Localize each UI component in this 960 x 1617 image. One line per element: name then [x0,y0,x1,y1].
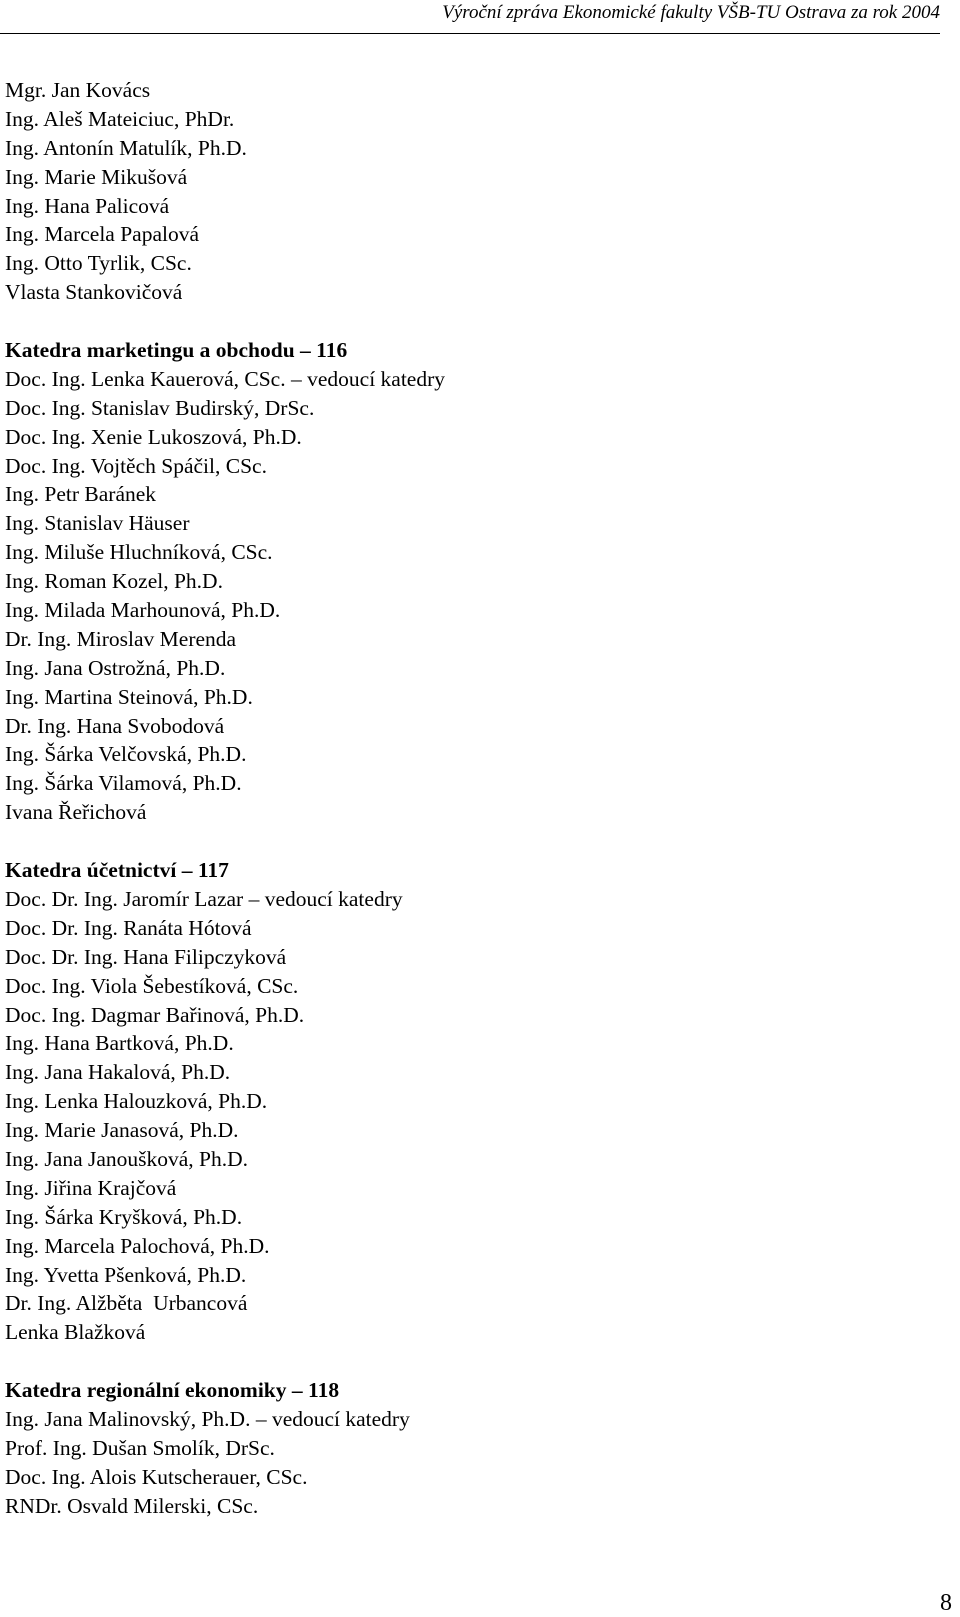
staff-member: Ing. Miluše Hluchníková, CSc. [5,540,273,565]
section-heading: Katedra regionální ekonomiky – 118 [5,1378,340,1403]
staff-member: Doc. Ing. Xenie Lukoszová, Ph.D. [5,424,302,449]
staff-member: Ivana Řeřichová [5,800,147,825]
staff-member: Ing. Milada Marhounová, Ph.D. [5,598,281,623]
staff-member: Ing. Šárka Kryšková, Ph.D. [5,1204,243,1229]
section-spacer [5,1347,905,1376]
staff-member: Ing. Hana Palicová [5,193,170,218]
header-rule [0,33,940,34]
staff-member: Doc. Ing. Lenka Kauerová, CSc. – vedoucí katedry [5,366,446,391]
staff-member: Ing. Roman Kozel, Ph.D. [5,569,223,594]
staff-member: Ing. Otto Tyrlik, CSc. [5,251,192,276]
staff-member: Ing. Stanislav Häuser [5,511,190,536]
section-heading: Katedra účetnictví – 117 [5,858,229,883]
staff-member: Ing. Marie Janasová, Ph.D. [5,1118,239,1143]
staff-member: Ing. Hana Bartková, Ph.D. [5,1031,234,1056]
staff-member: Doc. Ing. Viola Šebestíková, CSc. [5,973,299,998]
staff-member: Ing. Marcela Palochová, Ph.D. [5,1233,270,1258]
staff-member: Ing. Yvetta Pšenková, Ph.D. [5,1262,247,1287]
staff-member: Dr. Ing. Alžběta Urbancová [5,1291,248,1316]
section-regional-economics [5,1376,905,1520]
staff-member: Ing. Jana Ostrožná, Ph.D. [5,655,226,680]
staff-member: Ing. Petr Baránek [5,482,157,507]
section-accounting [5,856,905,1347]
document-body [5,76,905,1521]
staff-member: Doc. Ing. Vojtěch Spáčil, CSc. [5,453,267,478]
staff-member: Mgr. Jan Kovács [5,78,151,102]
staff-member: Dr. Ing. Hana Svobodová [5,713,225,738]
running-header: Výroční zpráva Ekonomické fakulty VŠB-TU Ostrava za rok 2004 [442,2,940,23]
staff-member: Ing. Marie Mikušová [5,164,188,189]
staff-member: Prof. Ing. Dušan Smolík, DrSc. [5,1435,275,1460]
page-number: 8 [940,1590,952,1616]
staff-member: Ing. Marcela Papalová [5,222,200,247]
staff-member: Doc. Dr. Ing. Jaromír Lazar – vedoucí katedry [5,886,403,911]
intro-staff-list [5,76,905,307]
staff-member: Ing. Jana Hakalová, Ph.D. [5,1060,231,1085]
staff-member: Ing. Antonín Matulík, Ph.D. [5,135,247,160]
staff-member: Ing. Jiřina Krajčová [5,1175,177,1200]
staff-member: Doc. Dr. Ing. Ranáta Hótová [5,915,252,940]
staff-member: Doc. Ing. Alois Kutscherauer, CSc. [5,1464,308,1489]
staff-member: Lenka Blažková [5,1320,146,1345]
staff-member: Ing. Šárka Velčovská, Ph.D. [5,742,247,767]
staff-member: Vlasta Stankovičová [5,280,183,305]
staff-member: Ing. Šárka Vilamová, Ph.D. [5,771,242,796]
section-heading: Katedra marketingu a obchodu – 116 [5,338,348,363]
staff-member: Doc. Dr. Ing. Hana Filipczyková [5,944,287,969]
section-spacer [5,307,905,336]
section-marketing [5,336,905,827]
staff-member: Ing. Aleš Mateiciuc, PhDr. [5,106,235,131]
staff-member: Ing. Lenka Halouzková, Ph.D. [5,1089,268,1114]
staff-member: Doc. Ing. Stanislav Budirský, DrSc. [5,395,315,420]
staff-member: Ing. Jana Malinovský, Ph.D. – vedoucí katedry [5,1406,410,1431]
staff-member: Doc. Ing. Dagmar Bařinová, Ph.D. [5,1002,305,1027]
staff-member: Ing. Martina Steinová, Ph.D. [5,684,253,709]
staff-member: Ing. Jana Janoušková, Ph.D. [5,1146,249,1171]
section-spacer [5,827,905,856]
staff-member: Dr. Ing. Miroslav Merenda [5,626,237,651]
staff-member: RNDr. Osvald Milerski, CSc. [5,1493,259,1518]
